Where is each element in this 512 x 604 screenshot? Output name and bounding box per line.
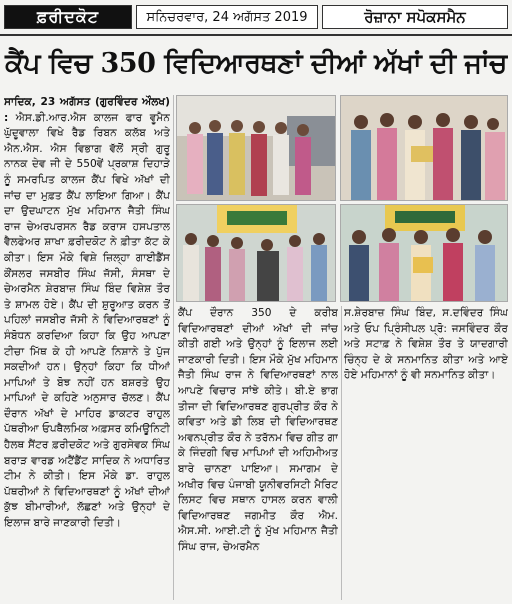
article-column-3 <box>344 306 508 416</box>
masthead-divider <box>0 34 512 36</box>
article-column-1 <box>4 95 170 600</box>
newspaper-name: ਰੋਜ਼ਾਨਾ ਸਪੋਕਸਮੈਨ <box>322 5 508 29</box>
group-photo-at-car-icon <box>176 95 336 201</box>
dateline: ਸਾਦਿਕ, 23 ਅਗੱਸਤ (ਗੁਰਵਿੰਦਰ ਔਲਖ) : <box>4 96 170 124</box>
column-divider <box>173 95 174 600</box>
city-label: ਫ਼ਰੀਦਕੋਟ <box>4 5 132 29</box>
article-body-2: ਕੈਂਪ ਦੌਰਾਨ 350 ਦੇ ਕਰੀਬ ਵਿਦਿਆਰਥਣਾਂ ਦੀਆਂ ਅੱਖਾਂ ਦੀ ਜਾਂਚ ਕੀਤੀ ਗਈ ਅਤੇ ਉਨ੍ਹਾਂ ਨੂੰ ਇਲਾਜ ਲਈ ਜਾਣਕਾਰੀ ਦਿਤੀ। ਇਸ ਮੌਕੇ ਮੁੱਖ ਮਹਿਮਾਨ ਜੈਤੀ ਸਿੰਘ ਰਾਜ ਨੇ ਵਿਦਿਆਰਥਣਾਂ ਨਾਲ ਆਪਣੇ ਵਿਚਾਰ ਸਾਂਝੇ ਕੀਤੇ। ਬੀ.ਏ ਭਾਗ ਤੀਜਾ ਦੀ ਵਿਦਿਆਰਥਣ ਗੁਰਪ੍ਰੀਤ ਕੌਰ ਨੇ ਕਵਿਤਾ ਅਤੇ ਡੀ ਲਿਬ ਦੀ ਵਿਦਿਆਰਥਣ ਅਵਨਪ੍ਰੀਤ ਕੌਰ ਨੇ ਤਰੱਨਮ ਵਿਚ ਗੀਤ ਗਾ ਕੇ ਜਿੰਦਗੀ ਵਿਚ ਮਾਪਿਆਂ ਦੀ ਅਹਿਮੀਅਤ ਬਾਰੇ ਚਾਨਣਾ ਪਾਇਆ। ਸਮਾਗਮ ਦੇ ਅਖੀਰ ਵਿਚ ਪੰਜਾਬੀ ਯੂਨੀਵਰਸਿਟੀ ਮੈਰਿਟ ਲਿਸਟ ਵਿਚ ਸਥਾਨ ਹਾਸਲ ਕਰਨ ਵਾਲੀ ਵਿਦਿਆਰਥਣ ਜਗਮੀਤ ਕੌਰ ਐਮ. ਐਸ.ਸੀ. ਆਈ.ਟੀ ਨੂੰ ਮੁੱਖ ਮਹਿਮਾਨ ਜੈਤੀ ਸਿੰਘ ਰਾਜ, ਚੇਅਰਮੈਨ <box>178 307 338 553</box>
article-column-2 <box>178 306 338 600</box>
masthead <box>0 0 512 34</box>
felicitation-photo-icon <box>340 204 508 302</box>
issue-date: ਸਨਿਚਰਵਾਰ, 24 ਅਗੱਸਤ 2019 <box>136 5 318 29</box>
article-body-3: ਸ.ਸ਼ੇਰਬਾਜ਼ ਸਿੰਘ ਬਿੰਦ, ਸ.ਦਵਿੰਦਰ ਸਿੰਘ ਅਤੇ ਓਪ ਪ੍ਰਿੰਸੀਪਲ ਪ੍ਰੋ: ਜਸਵਿੰਦਰ ਕੌਰ ਅਤੇ ਸਟਾਫ਼ ਨੇ ਵਿਸ਼ੇਸ਼ ਤੌਰ ਤੇ ਯਾਦਗਾਰੀ ਚਿੰਨ੍ਹ ਦੇ ਕੇ ਸਨਮਾਨਿਤ ਕੀਤਾ ਅਤੇ ਆਏ ਹੋਏ ਮਹਿਮਾਨਾਂ ਨੂੰ ਵੀ ਸਨਮਾਨਿਤ ਕੀਤਾ। <box>344 307 508 382</box>
eye-checkup-photo-icon <box>176 204 336 302</box>
column-divider <box>341 306 342 600</box>
headline: ਕੈਂਪ ਵਿਚ 350 ਵਿਦਿਆਰਥਣਾਂ ਦੀਆਂ ਅੱਖਾਂ ਦੀ ਜਾਂਚ <box>5 48 507 79</box>
group-photo-with-memento-icon <box>340 95 508 201</box>
article-body-1: ਐਸ.ਡੀ.ਆਰ.ਐਸ ਕਾਲਜ ਫਾਰ ਵੂਮੈਨ ਘੁੱਦੂਵਾਲਾ ਵਿਖੇ ਰੈਡ ਰਿਬਨ ਕਲੱਬ ਅਤੇ ਐਨ.ਐਸ. ਐਸ ਵਿਭਾਗ ਵੱਲੋਂ ਸ੍ਰੀ ਗੁਰੂ ਨਾਨਕ ਦੇਵ ਜੀ ਦੇ 550ਵੇਂ ਪ੍ਰਕਾਸ਼ ਦਿਹਾੜੇ ਨੂੰ ਸਮਰਪਿਤ ਕਾਲਜ ਕੈਂਪ ਵਿਖੇ ਅੱਖਾਂ ਦੀ ਜਾਂਚ ਦਾ ਮੁਫ਼ਤ ਕੈਂਪ ਲਾਇਆ ਗਿਆ। ਕੈਂਪ ਦਾ ਉਦਘਾਟਨ ਮੁੱਖ ਮਹਿਮਾਨ ਜੈਤੀ ਸਿੰਘ ਰਾਜ ਚੇਅਰਪਰਸਨ ਰੈਡ ਕਰਾਸ ਹਸਪਤਾਲ ਵੈਲਫੇਅਰ ਸ਼ਾਖਾ ਫ਼ਰੀਦਕੋਟ ਨੇ ਫ਼ੀਤਾ ਕੱਟ ਕੇ ਕੀਤਾ। ਇਸ ਮੌਕੇ ਵਿਸ਼ੇ ਜ਼ਿਲ੍ਹਾ ਗਾਈਡੈਂਸ ਕੌਂਸਲਰ ਜਸਬੀਰ ਸਿੰਘ ਜੱਸੀ, ਸੰਸਥਾ ਦੇ ਚੇਅਰਮੈਨ ਸ਼ੇਰਬਾਜ਼ ਸਿੰਘ ਬਿੰਦ ਵਿਸ਼ੇਸ਼ ਤੌਰ ਤੇ ਸ਼ਾਮਲ ਹੋਏ। ਕੈਂਪ ਦੀ ਸ਼ੁਰੂਆਤ ਕਰਨ ਤੋਂ ਪਹਿਲਾਂ ਜਸਬੀਰ ਜੱਸੀ ਨੇ ਵਿਦਿਆਰਥਣਾਂ ਨੂੰ ਸੰਬੋਧਨ ਕਰਦਿਆ ਕਿਹਾ ਕਿ ਉਹ ਆਪਣਾ ਟੀਚਾ ਮਿੱਥ ਕੇ ਹੀ ਆਪਣੇ ਨਿਸ਼ਾਨੇ ਤੇ ਪੁੱਜ ਸਕਦੀਆਂ ਹਨ। ਉਨ੍ਹਾਂ ਕਿਹਾ ਕਿ ਧੀਆਂ ਮਾਪਿਆਂ ਤੇ ਬੋਝ ਨਹੀਂ ਹਨ ਬਸ਼ਰਤੇ ਉਹ ਮਾਪਿਆਂ ਦੇ ਕਹਿਣੇ ਅਨੁਸਾਰ ਚੱਲਣ। ਕੈਂਪ ਦੌਰਾਨ ਅੱਖਾਂ ਦੇ ਮਾਹਿਰ ਡਾਕਟਰ ਰਾਹੁਲ ਪੱਥਰੀਆ ਓਪਥੈਲਮਿਕ ਅਫ਼ਸਰ ਕਮਿਊਨਿਟੀ ਹੈਲਥ ਸੈਂਟਰ ਫ਼ਰੀਦਕੋਟ ਅਤੇ ਗੁਰਸੇਵਕ ਸਿੰਘ ਬਰਾੜ ਵਾਰਡ ਅਟੈਂਡੈਂਟ ਸਾਦਿਕ ਨੇ ਅਧਾਰਿਤ ਟੀਮ ਨੇ ਕੀਤੀ। ਇਸ ਮੌਕੇ ਡਾ. ਰਾਹੁਲ ਪੱਥਰੀਆਂ ਨੇ ਵਿਦਿਆਰਥਣਾਂ ਨੂੰ ਅੱਖਾਂ ਦੀਆਂ ਕੁੱਝ ਬੀਮਾਰੀਆਂ, ਲੱਛਣਾਂ ਅਤੇ ਉਨ੍ਹਾਂ ਦੇ ਇਲਾਜ ਬਾਰੇ ਜਾਣਕਾਰੀ ਦਿਤੀ। <box>4 111 170 530</box>
